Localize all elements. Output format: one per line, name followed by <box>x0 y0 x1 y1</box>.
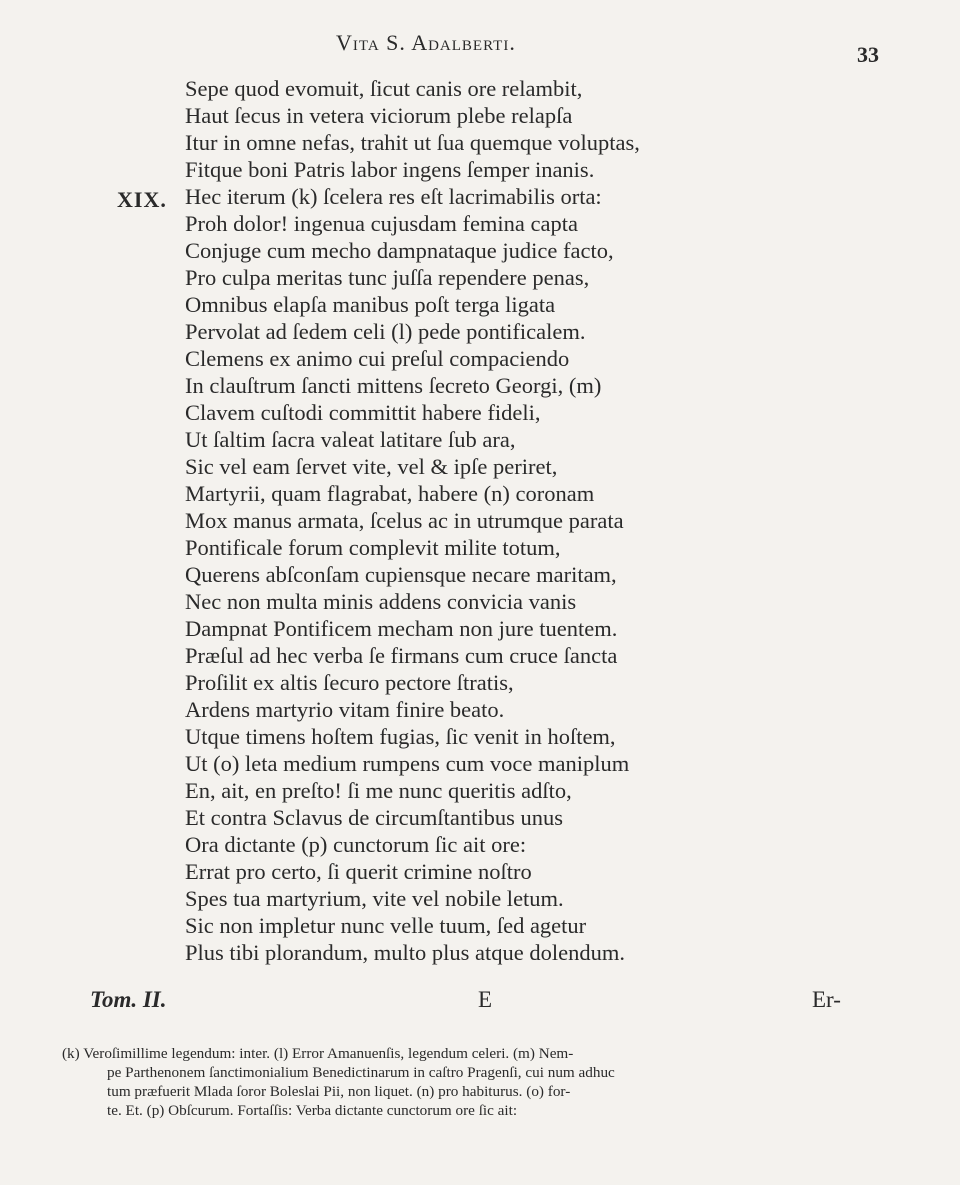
verse-line: Nec non multa minis addens convicia vanis <box>185 589 577 614</box>
page-number: 33 <box>857 42 879 67</box>
section-number: XIX. <box>117 187 167 212</box>
verse-line: Pervolat ad ſedem celi (l) pede pontificalem. <box>185 319 586 344</box>
verse-line: In clauſtrum ſancti mittens ſecreto Georgi, (m) <box>185 373 602 398</box>
footnotes <box>62 1044 892 1120</box>
verse-line: Hec iterum (k) ſcelera res eſt lacrimabilis orta: <box>185 184 602 209</box>
verse-line: Pro culpa meritas tunc juſſa rependere penas, <box>185 265 590 290</box>
verse-line: Haut ſecus in vetera viciorum plebe relapſa <box>185 103 573 128</box>
verse-line: Plus tibi plorandum, multo plus atque dolendum. <box>185 940 625 965</box>
volume-label: Tom. II. <box>90 987 167 1012</box>
verse-line: Ut ſaltim ſacra valeat latitare ſub ara, <box>185 427 516 452</box>
verse-line: Pontificale forum complevit milite totum, <box>185 535 561 560</box>
verse-line: Errat pro certo, ſi querit crimine noſtro <box>185 859 532 884</box>
verse-line: Ardens martyrio vitam finire beato. <box>185 697 505 722</box>
signature-mark: E <box>478 987 493 1012</box>
verse-line: Præſul ad hec verba ſe firmans cum cruce ſancta <box>185 643 618 668</box>
verse-line: Dampnat Pontificem mecham non jure tuentem. <box>185 616 618 641</box>
verse-line: Clemens ex animo cui preſul compaciendo <box>185 346 570 371</box>
verse-line: Sepe quod evomuit, ſicut canis ore relambit, <box>185 76 583 101</box>
verse-line: Martyrii, quam flagrabat, habere (n) coronam <box>185 481 595 506</box>
verse-line: Mox manus armata, ſcelus ac in utrumque parata <box>185 508 624 533</box>
catchword: Er- <box>812 987 841 1012</box>
verse-line: Utque timens hoſtem fugias, ſic venit in hoſtem, <box>185 724 616 749</box>
verse-line: Sic non impletur nunc velle tuum, ſed agetur <box>185 913 587 938</box>
verse-line: En, ait, en preſto! ſi me nunc queritis adſto, <box>185 778 572 803</box>
verse-line: Proh dolor! ingenua cujusdam femina capta <box>185 211 579 236</box>
verse-line: Ut (o) leta medium rumpens cum voce maniplum <box>185 751 630 776</box>
verse-line: Querens abſconſam cupiensque necare maritam, <box>185 562 617 587</box>
verse-line: Omnibus elapſa manibus poſt terga ligata <box>185 292 556 317</box>
verse-line: Clavem cuſtodi committit habere fideli, <box>185 400 541 425</box>
verse-line: Fitque boni Patris labor ingens ſemper inanis. <box>185 157 595 182</box>
verse-line: Sic vel eam ſervet vite, vel & ipſe periret, <box>185 454 558 479</box>
verse-line: Itur in omne nefas, trahit ut ſua quemque voluptas, <box>185 130 640 155</box>
verse-line: Proſilit ex altis ſecuro pectore ſtratis, <box>185 670 514 695</box>
verse-line: Ora dictante (p) cunctorum ſic ait ore: <box>185 832 527 857</box>
verse-line: Spes tua martyrium, vite vel nobile letum. <box>185 886 564 911</box>
footnote-line: tum præfuerit Mlada ſoror Boleslai Pii, non liquet. (n) pro habiturus. (o) for- <box>107 1083 571 1100</box>
running-title: Vita S. Adalberti. <box>336 30 516 55</box>
footnote-line: (k) Veroſimillime legendum: inter. (l) Error Amanuenſis, legendum celeri. (m) Nem- <box>62 1045 574 1062</box>
verse-block <box>185 75 825 966</box>
footnote-line: te. Et. (p) Obſcurum. Fortaſſis: Verba dictante cunctorum ore ſic ait: <box>107 1102 518 1119</box>
verse-line: Et contra Sclavus de circumſtantibus unus <box>185 805 564 830</box>
footnote-line: pe Parthenonem ſanctimonialium Benedictinarum in caſtro Pragenſi, cui num adhuc <box>107 1064 615 1081</box>
verse-line: Conjuge cum mecho dampnataque judice facto, <box>185 238 614 263</box>
